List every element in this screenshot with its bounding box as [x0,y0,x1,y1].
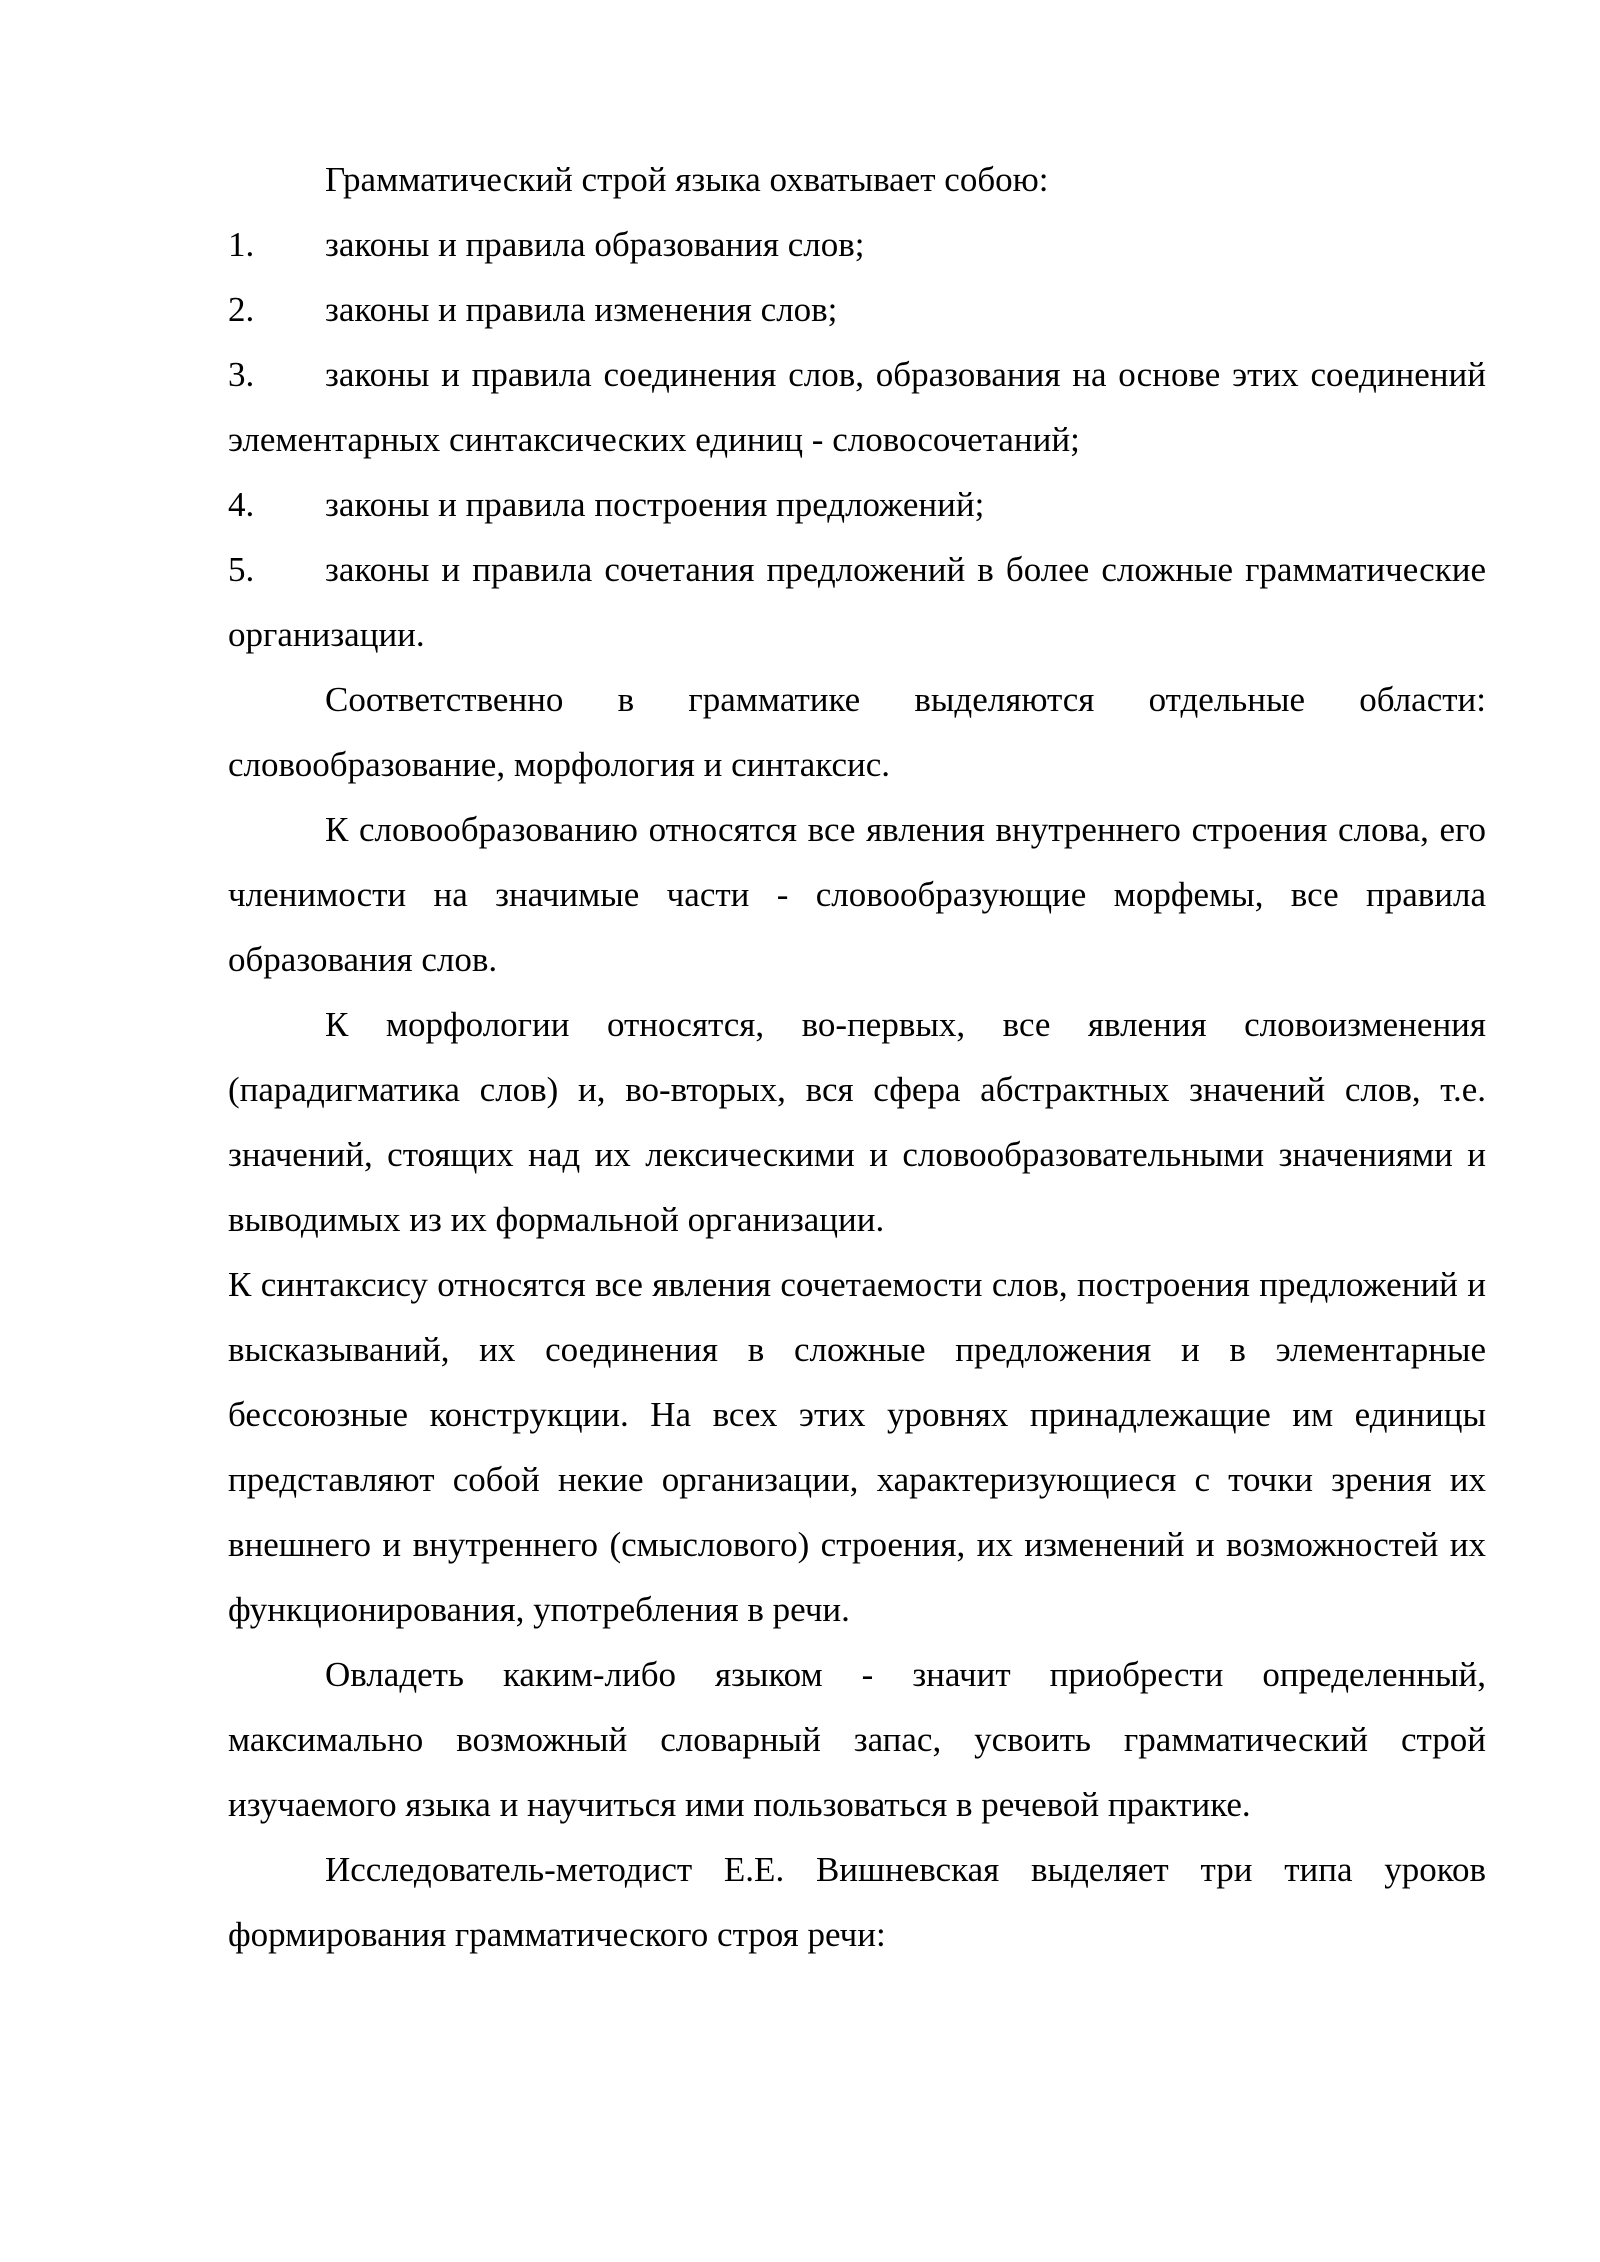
list-number: 3. [228,355,255,394]
body-paragraph: К синтаксису относятся все явления сочетаемости слов, построения предложений и высказываний, их соединения в сложные предложения и в элементарные бессоюзные конструкции. На всех этих уровнях принадлежащие им единицы представляют собой некие организации, характеризующиеся с точки зрения их внешнего и внутреннего (смыслового) строения, их изменений и возможностей их функционирования, употребления в речи. [228,1265,1486,1629]
body-paragraph: К морфологии относятся, во-первых, все явления словоизменения (парадигматика слов) и, во-вторых, вся сфера абстрактных значений слов, т.е. значений, стоящих над их лексическими и словообразовательными значениями и выводимых из их формальной организации. [228,1005,1486,1239]
list-text: законы и правила сочетания предложений в более сложные грамматические организации. [228,550,1486,654]
list-text: законы и правила образования слов; [325,225,865,264]
list-item [228,537,1486,667]
list-item [228,277,1486,342]
list-item [228,472,1486,537]
body-paragraph: Соответственно в грамматике выделяются отдельные области: словообразование, морфология и синтаксис. [228,680,1486,784]
body-paragraph: Исследователь-методист Е.Е. Вишневская выделяет три типа уроков формирования грамматического строя речи: [228,1850,1486,1954]
intro-paragraph: Грамматический строй языка охватывает собою: [325,160,1049,199]
body-paragraph: К словообразованию относятся все явления внутреннего строения слова, его членимости на значимые части - словообразующие морфемы, все правила образования слов. [228,810,1486,979]
list-text: законы и правила изменения слов; [325,290,838,329]
list-item [228,212,1486,277]
list-number: 1. [228,225,255,264]
list-number: 5. [228,550,255,589]
list-text: законы и правила построения предложений; [325,485,985,524]
list-number: 2. [228,290,255,329]
list-text: законы и правила соединения слов, образования на основе этих соединений элементарных синтаксических единиц - словосочетаний; [228,355,1486,459]
list-item [228,342,1486,472]
list-number: 4. [228,485,255,524]
body-paragraph: Овладеть каким-либо языком - значит приобрести определенный, максимально возможный словарный запас, усвоить грамматический строй изучаемого языка и научиться ими пользоваться в речевой практике. [228,1655,1486,1824]
document-page [228,147,1486,1967]
